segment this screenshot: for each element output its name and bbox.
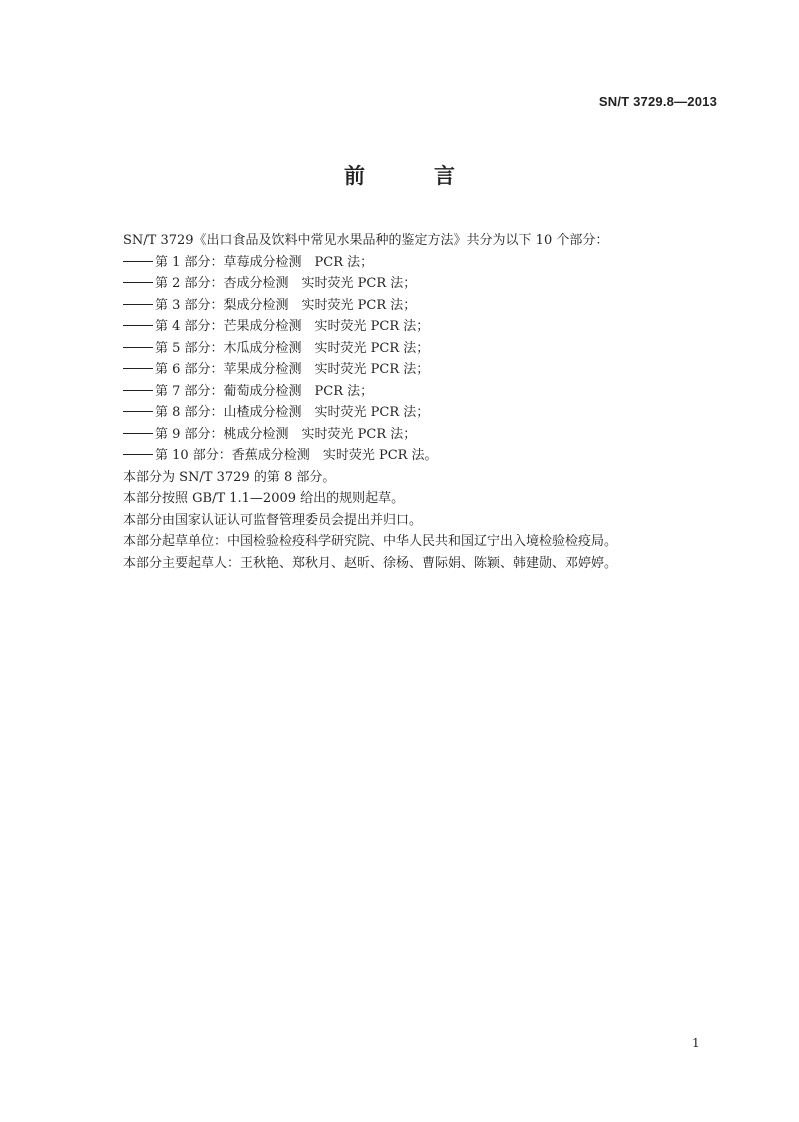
part-item bbox=[123, 338, 683, 360]
part-method: 实时荧光 PCR 法； bbox=[301, 297, 417, 313]
part-item bbox=[123, 359, 683, 381]
dash-mark bbox=[123, 411, 153, 412]
part-label: 第 7 部分：葡萄成分检测 bbox=[155, 383, 302, 399]
part-label: 第 5 部分：木瓜成分检测 bbox=[155, 340, 302, 356]
part-method: 实时荧光 PCR 法； bbox=[314, 405, 430, 420]
part-label: 第 1 部分：草莓成分检测 bbox=[155, 254, 302, 270]
part-item bbox=[123, 252, 683, 274]
dash-mark bbox=[123, 261, 153, 262]
part-method: 实时荧光 PCR 法； bbox=[314, 319, 430, 334]
dash-mark bbox=[123, 304, 153, 305]
part-item bbox=[123, 424, 683, 446]
part-label: 第 8 部分：山楂成分检测 bbox=[155, 405, 302, 420]
dash-mark bbox=[123, 454, 153, 455]
part-method: 实时荧光 PCR 法。 bbox=[322, 448, 438, 463]
dash-mark bbox=[123, 282, 153, 283]
part-item bbox=[123, 295, 683, 317]
part-method: 实时荧光 PCR 法； bbox=[301, 426, 417, 442]
part-method: 实时荧光 PCR 法； bbox=[301, 276, 417, 291]
statement-line: 本部分为 SN/T 3729 的第 8 部分。 bbox=[123, 469, 336, 485]
part-method: PCR 法； bbox=[314, 254, 374, 270]
foreword-body bbox=[123, 230, 683, 574]
statement-line: 本部分由国家认证认可监督管理委员会提出并归口。 bbox=[123, 512, 423, 528]
part-item bbox=[123, 402, 683, 424]
part-item bbox=[123, 316, 683, 338]
statement-line: 本部分主要起草人：王秋艳、郑秋月、赵昕、徐杨、曹际娟、陈颖、韩建勋、邓婷婷。 bbox=[123, 555, 618, 571]
part-label: 第 2 部分：杏成分检测 bbox=[155, 276, 289, 291]
statement-line: 本部分按照 GB/T 1.1—2009 给出的规则起草。 bbox=[123, 491, 405, 506]
dash-mark bbox=[123, 368, 153, 369]
part-item bbox=[123, 381, 683, 403]
dash-mark bbox=[123, 433, 153, 434]
part-method: PCR 法； bbox=[314, 383, 374, 399]
standard-code: SN/T 3729.8—2013 bbox=[598, 94, 717, 109]
statement-line: 本部分起草单位：中国检验检疫科学研究院、中华人民共和国辽宁出入境检验检疫局。 bbox=[123, 534, 618, 549]
part-label: 第 4 部分：芒果成分检测 bbox=[155, 319, 302, 334]
part-item bbox=[123, 445, 683, 467]
part-item bbox=[123, 273, 683, 295]
part-label: 第 3 部分：梨成分检测 bbox=[155, 297, 289, 313]
part-method: 实时荧光 PCR 法； bbox=[314, 362, 430, 377]
part-label: 第 6 部分：苹果成分检测 bbox=[155, 362, 302, 377]
part-label: 第 9 部分：桃成分检测 bbox=[155, 426, 289, 442]
intro-line: SN/T 3729《出口食品及饮料中常见水果品种的鉴定方法》共分为以下 10 个部分： bbox=[123, 233, 609, 248]
page-number: 1 bbox=[692, 1036, 700, 1050]
part-method: 实时荧光 PCR 法； bbox=[314, 340, 430, 356]
part-label: 第 10 部分：香蕉成分检测 bbox=[155, 448, 310, 463]
dash-mark bbox=[123, 390, 153, 391]
dash-mark bbox=[123, 325, 153, 326]
page-title: 前 言 bbox=[344, 164, 479, 188]
dash-mark bbox=[123, 347, 153, 348]
